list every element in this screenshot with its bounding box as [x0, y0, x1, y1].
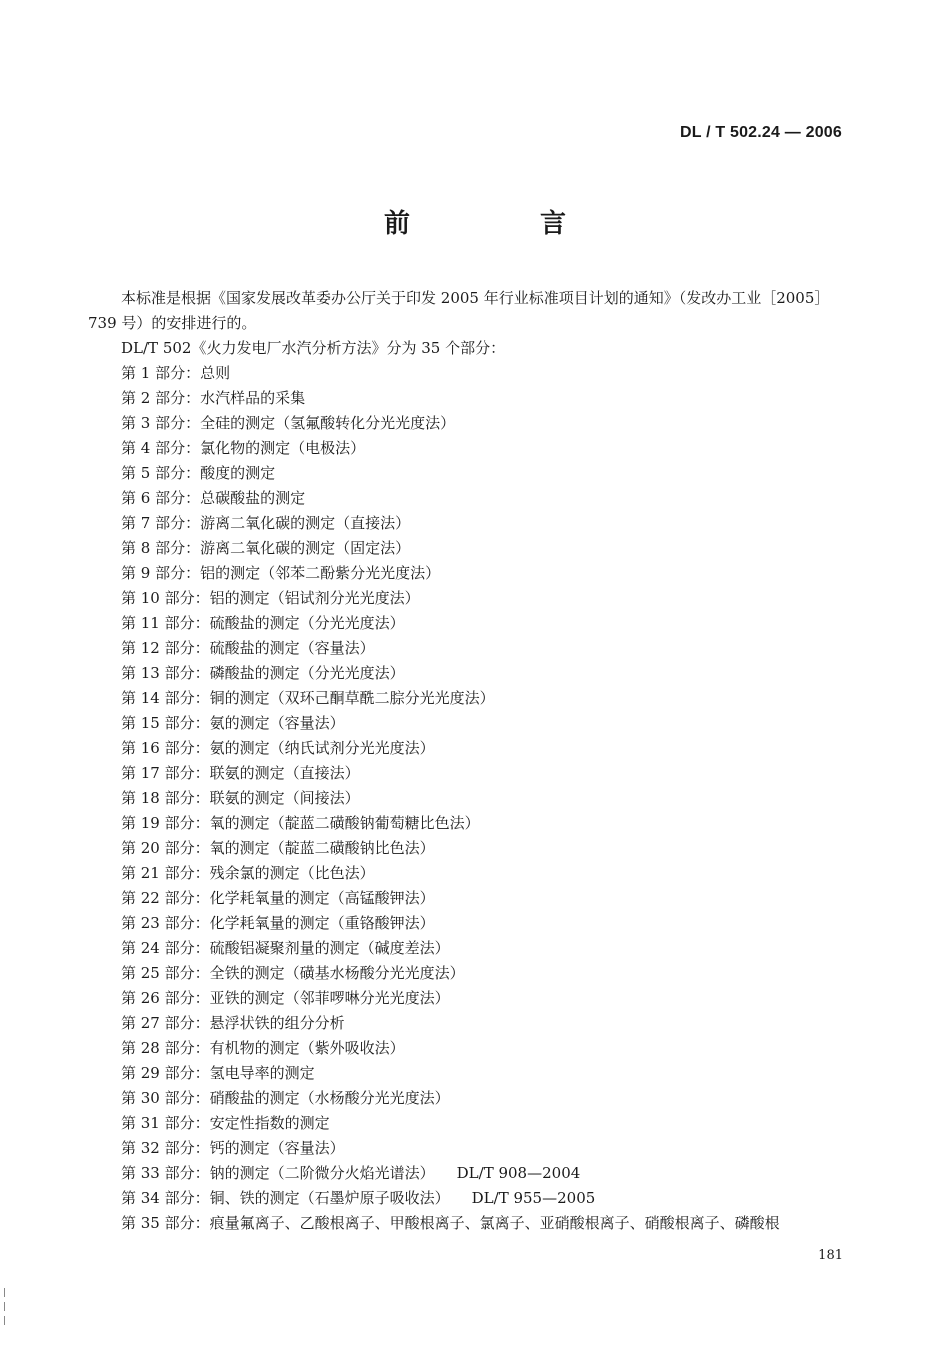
part-number: 第 8 部分 [121, 539, 186, 557]
part-separator: ： [185, 464, 201, 482]
paragraph: 本标准是根据《国家发展改革委办公厅关于印发 2005 年行业标准项目计划的通知》（发改办工业［2005］739 号）的安排进行的。 [88, 289, 830, 332]
part-number: 第 9 部分 [121, 564, 186, 582]
part-item [121, 861, 848, 886]
part-item [121, 911, 848, 936]
part-item [121, 461, 848, 486]
part-number: 第 12 部分 [121, 639, 195, 657]
part-number: 第 3 部分 [121, 414, 186, 432]
page-number: 181 [818, 1248, 843, 1263]
part-separator: ： [185, 514, 201, 532]
part-title: 氨的测定（容量法） [209, 714, 345, 732]
part-separator: ： [194, 614, 210, 632]
part-number: 第 25 部分 [121, 964, 195, 982]
part-item [121, 711, 848, 736]
part-title: 安定性指数的测定 [209, 1114, 330, 1132]
part-title: 酸度的测定 [200, 464, 276, 482]
part-number: 第 15 部分 [121, 714, 195, 732]
part-item [121, 936, 848, 961]
part-separator: ： [185, 414, 201, 432]
part-item [121, 686, 848, 711]
part-separator: ： [194, 814, 210, 832]
part-item [121, 611, 848, 636]
part-separator: ： [194, 1089, 210, 1107]
part-item [121, 536, 848, 561]
part-separator: ： [194, 1039, 210, 1057]
part-item [121, 1086, 848, 1111]
part-title: 氯化物的测定（电极法） [200, 439, 366, 457]
part-separator: ： [185, 564, 201, 582]
part-title: 残余氯的测定（比色法） [209, 864, 375, 882]
part-title: 钙的测定（容量法） [209, 1139, 345, 1157]
part-title: 总碳酸盐的测定 [200, 489, 306, 507]
part-number: 第 4 部分 [121, 439, 186, 457]
part-number: 第 11 部分 [121, 614, 195, 632]
part-separator: ： [194, 739, 210, 757]
part-number: 第 20 部分 [121, 839, 195, 857]
parts-list [88, 361, 848, 1236]
part-item [121, 561, 848, 586]
part-title: 硫酸盐的测定（容量法） [209, 639, 375, 657]
part-number: 第 23 部分 [121, 914, 195, 932]
part-number: 第 2 部分 [121, 389, 186, 407]
part-separator: ： [194, 1139, 210, 1157]
part-number: 第 17 部分 [121, 764, 195, 782]
part-separator: ： [194, 939, 210, 957]
part-title: 有机物的测定（紫外吸收法） [209, 1039, 405, 1057]
page-title: 前 言 [383, 209, 618, 239]
standard-code: DL / T 502.24 — 2006 [679, 124, 842, 141]
part-separator: ： [194, 1164, 210, 1182]
part-separator: ： [194, 589, 210, 607]
part-title: 联氨的测定（直接法） [209, 764, 360, 782]
part-separator: ： [194, 989, 210, 1007]
part-item [121, 411, 848, 436]
part-title: 磷酸盐的测定（分光光度法） [209, 664, 405, 682]
part-separator: ： [194, 964, 210, 982]
part-title: 全硅的测定（氢氟酸转化分光光度法） [200, 414, 456, 432]
part-number: 第 13 部分 [121, 664, 195, 682]
part-item [121, 436, 848, 461]
foreword-body [88, 286, 848, 1236]
part-separator: ： [194, 889, 210, 907]
part-separator: ： [194, 1064, 210, 1082]
part-title: 氧的测定（靛蓝二磺酸钠葡萄糖比色法） [209, 814, 480, 832]
part-title: 氨的测定（纳氏试剂分光光度法） [209, 739, 435, 757]
part-title: 硫酸盐的测定（分光光度法） [209, 614, 405, 632]
part-item [121, 511, 848, 536]
part-item [121, 361, 848, 386]
part-number: 第 35 部分 [121, 1214, 195, 1232]
part-item [121, 761, 848, 786]
part-item [121, 636, 848, 661]
part-title: 游离二氧化碳的测定（固定法） [200, 539, 411, 557]
part-item [121, 1111, 848, 1136]
part-number: 第 6 部分 [121, 489, 186, 507]
part-item [121, 736, 848, 761]
part-title: 硫酸铝凝聚剂量的测定（碱度差法） [209, 939, 450, 957]
part-title: 化学耗氧量的测定（重铬酸钾法） [209, 914, 435, 932]
part-number: 第 1 部分 [121, 364, 186, 382]
part-item [121, 786, 848, 811]
part-item [121, 1011, 848, 1036]
part-number: 第 18 部分 [121, 789, 195, 807]
part-title: 悬浮状铁的组分分析 [209, 1014, 345, 1032]
part-separator: ： [194, 689, 210, 707]
part-item [121, 811, 848, 836]
part-title: 游离二氧化碳的测定（直接法） [200, 514, 411, 532]
part-separator: ： [194, 1114, 210, 1132]
part-item [121, 961, 848, 986]
part-number: 第 5 部分 [121, 464, 186, 482]
part-separator: ： [194, 664, 210, 682]
part-number: 第 30 部分 [121, 1089, 195, 1107]
part-number: 第 26 部分 [121, 989, 195, 1007]
part-separator: ： [194, 1014, 210, 1032]
part-item [121, 1186, 848, 1211]
part-separator: ： [185, 389, 201, 407]
part-number: 第 10 部分 [121, 589, 195, 607]
part-title: 硝酸盐的测定（水杨酸分光光度法） [209, 1089, 450, 1107]
part-number: 第 16 部分 [121, 739, 195, 757]
part-standard-ref: DL/T 908—2004 [456, 1164, 581, 1182]
part-separator: ： [194, 789, 210, 807]
part-title: 痕量氟离子、乙酸根离子、甲酸根离子、氯离子、亚硝酸根离子、硝酸根离子、磷酸根 [209, 1214, 780, 1232]
part-number: 第 14 部分 [121, 689, 195, 707]
part-item [121, 661, 848, 686]
part-number: 第 22 部分 [121, 889, 195, 907]
part-item [121, 386, 848, 411]
part-item [121, 486, 848, 511]
part-separator: ： [185, 539, 201, 557]
part-title: 铜、铁的测定（石墨炉原子吸收法） [209, 1189, 450, 1207]
part-item [121, 836, 848, 861]
part-number: 第 24 部分 [121, 939, 195, 957]
part-title: 铝的测定（铝试剂分光光度法） [209, 589, 420, 607]
part-number: 第 27 部分 [121, 1014, 195, 1032]
part-number: 第 21 部分 [121, 864, 195, 882]
part-separator: ： [194, 839, 210, 857]
part-title: 水汽样品的采集 [200, 389, 306, 407]
part-number: 第 19 部分 [121, 814, 195, 832]
binding-marks [3, 1288, 7, 1340]
part-separator: ： [194, 1189, 210, 1207]
part-number: 第 7 部分 [121, 514, 186, 532]
part-separator: ： [194, 714, 210, 732]
part-title: 氧的测定（靛蓝二磺酸钠比色法） [209, 839, 435, 857]
part-title: 联氨的测定（间接法） [209, 789, 360, 807]
part-separator: ： [194, 764, 210, 782]
part-item [121, 986, 848, 1011]
part-number: 第 29 部分 [121, 1064, 195, 1082]
part-title: 化学耗氧量的测定（高锰酸钾法） [209, 889, 435, 907]
part-separator: ： [194, 639, 210, 657]
part-title: 铜的测定（双环己酮草酰二腙分光光度法） [209, 689, 495, 707]
parts-intro: DL/T 502《火力发电厂水汽分析方法》分为 35 个部分： [121, 339, 506, 357]
part-title: 全铁的测定（磺基水杨酸分光光度法） [209, 964, 465, 982]
part-separator: ： [194, 1214, 210, 1232]
part-item [121, 886, 848, 911]
part-number: 第 31 部分 [121, 1114, 195, 1132]
part-number: 第 33 部分 [121, 1164, 195, 1182]
part-item [121, 1211, 848, 1236]
part-title: 总则 [200, 364, 231, 382]
part-separator: ： [185, 439, 201, 457]
part-number: 第 34 部分 [121, 1189, 195, 1207]
part-standard-ref: DL/T 955—2005 [471, 1189, 596, 1207]
part-separator: ： [185, 364, 201, 382]
part-title: 钠的测定（二阶微分火焰光谱法） [209, 1164, 435, 1182]
part-item [121, 586, 848, 611]
part-separator: ： [185, 489, 201, 507]
part-number: 第 28 部分 [121, 1039, 195, 1057]
part-item [121, 1061, 848, 1086]
part-item [121, 1136, 848, 1161]
part-title: 亚铁的测定（邻菲啰啉分光光度法） [209, 989, 450, 1007]
part-title: 氢电导率的测定 [209, 1064, 315, 1082]
part-separator: ： [194, 864, 210, 882]
part-item [121, 1036, 848, 1061]
part-separator: ： [194, 914, 210, 932]
part-title: 铝的测定（邻苯二酚紫分光光度法） [200, 564, 441, 582]
part-item [121, 1161, 848, 1186]
part-number: 第 32 部分 [121, 1139, 195, 1157]
